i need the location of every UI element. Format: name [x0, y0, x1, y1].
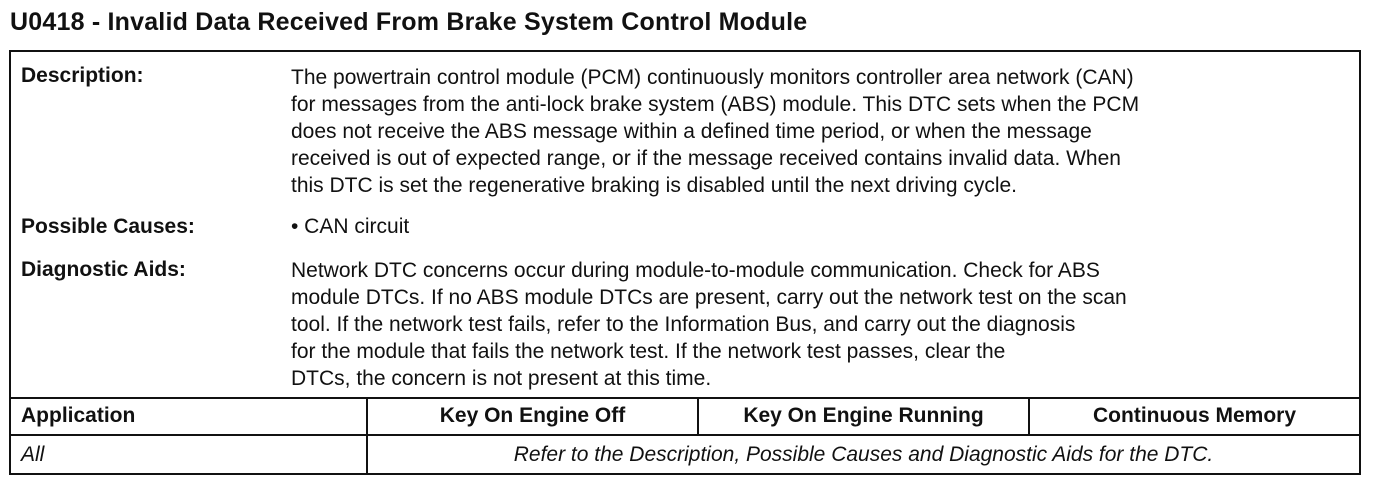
page-title: U0418 - Invalid Data Received From Brake System Control Module: [10, 8, 808, 36]
application-note: Refer to the Description, Possible Causes and Diagnostic Aids for the DTC.: [513, 443, 1214, 466]
description-text: [291, 64, 1351, 199]
possible-causes-label: Possible Causes:: [21, 215, 195, 238]
description-line: for messages from the anti-lock brake system (ABS) module. This DTC sets when the PCM: [291, 93, 1140, 116]
diagnostic-aids-line: DTCs, the concern is not present at this time.: [291, 367, 712, 390]
diagnostic-aids-label: Diagnostic Aids:: [21, 258, 186, 281]
description-line: does not receive the ABS message within a defined time period, or when the message: [291, 120, 1092, 143]
header-continuous-memory: Continuous Memory: [1093, 404, 1296, 427]
description-line: this DTC is set the regenerative braking is disabled until the next driving cycle.: [291, 174, 1018, 197]
header-key-on-engine-off: Key On Engine Off: [439, 404, 626, 427]
table-divider: [11, 397, 1359, 399]
header-application: Application: [21, 404, 136, 427]
possible-cause-item: • CAN circuit: [291, 215, 410, 238]
diagnostic-aids-line: Network DTC concerns occur during module-to-module communication. Check for ABS: [291, 259, 1100, 282]
header-key-on-engine-running: Key On Engine Running: [743, 404, 984, 427]
diagnostic-aids-line: module DTCs. If no ABS module DTCs are present, carry out the network test on the scan: [291, 286, 1127, 309]
diagnostic-aids-line: tool. If the network test fails, refer to the Information Bus, and carry out the diagnosis: [291, 313, 1076, 336]
table-divider: [11, 434, 1359, 436]
description-label: Description:: [21, 64, 144, 87]
diagnostic-aids-text: [291, 257, 1351, 392]
description-line: received is out of expected range, or if the message received contains invalid data. When: [291, 147, 1121, 170]
application-value: All: [21, 443, 45, 466]
diagnostic-aids-line: for the module that fails the network test. If the network test passes, clear the: [291, 340, 1006, 363]
dtc-info-table: [9, 50, 1361, 475]
description-line: The powertrain control module (PCM) continuously monitors controller area network (CAN): [291, 66, 1134, 89]
